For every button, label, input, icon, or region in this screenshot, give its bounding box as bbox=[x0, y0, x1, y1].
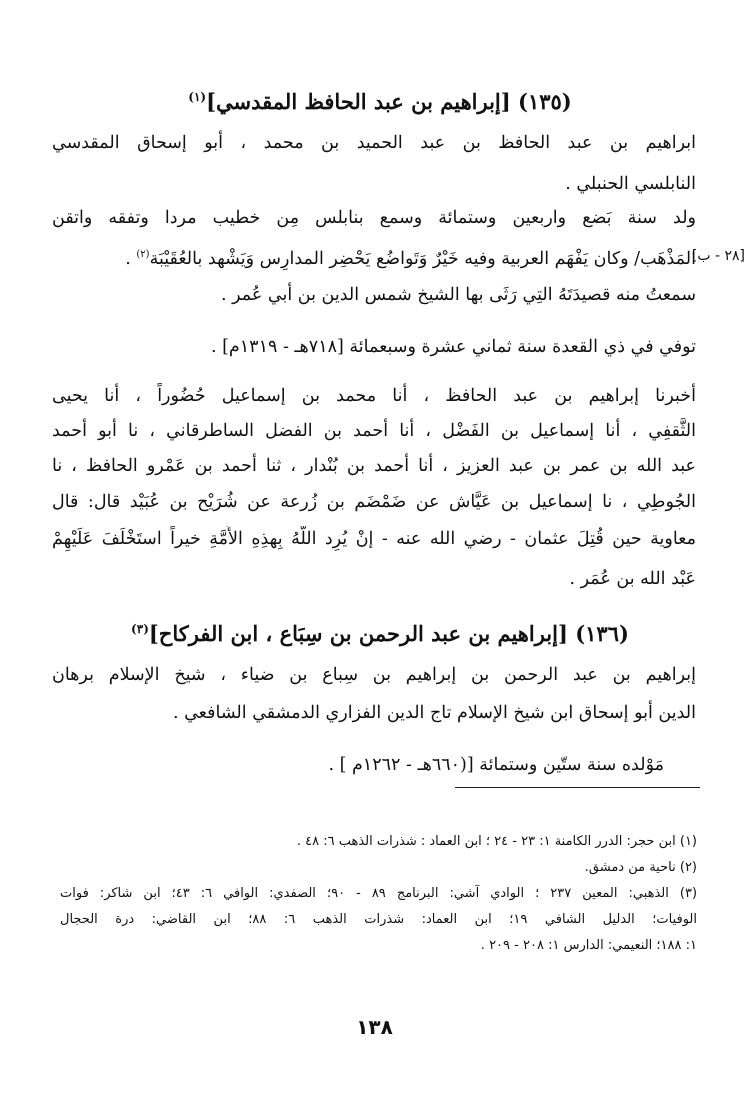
entry-135-isnad-line-1: أخبرنا إبراهيم بن عبد الحافظ ، أنا محمد بن إسماعيل حُضُوراً ، أنا يحيى bbox=[52, 386, 696, 406]
entry-135-heading-footnote-marker: (١) bbox=[188, 90, 207, 104]
entry-135-line-4 bbox=[110, 242, 696, 272]
footnote-separator bbox=[455, 787, 700, 788]
entry-135-line-1: ابراهيم بن عبد الحافظ بن عبد الحميد بن محمد ، أبو إسحاق المقدسي bbox=[52, 133, 696, 153]
entry-136-line-1: إبراهيم بن عبد الرحمن بن إبراهيم بن سِباع بن ضياء ، شيخ الإسلام برهان bbox=[52, 665, 696, 685]
entry-136-heading-footnote-marker: (٣) bbox=[131, 622, 149, 636]
entry-135-heading bbox=[60, 82, 700, 117]
footnote-3-line-3: ١: ١٨٨؛ النعيمي: الدارس ١: ٢٠٨ - ٢٠٩ . bbox=[480, 938, 697, 953]
entry-135-isnad-line-4: الجُوطِي ، نا إسماعيل بن عَيَّاش عن ضَمْضَم بن زُرعة عن شُرَيْح بن عُبَيْد قال: قال bbox=[52, 492, 696, 512]
footnote-1: (١) ابن حجر: الدرر الكامنة ١: ٢٣ - ٢٤ ؛ ابن العماد : شذرات الذهب ٦: ٤٨ . bbox=[296, 834, 697, 849]
manuscript-folio-marker: [٢٨ - ب] bbox=[691, 248, 745, 264]
entry-135-line-5: سمعتُ منه قصيدَتَهُ التِي رَثَى بها الشيخ شمس الدين بن أبي عُمر . bbox=[220, 285, 696, 305]
entry-136-line-3: مَوْلده سنة ستّين وستمائة [(٦٦٠هـ - ١٢٦٢م ] . bbox=[328, 755, 664, 775]
footnote-3-line-2: الوفيات؛ الدليل الشافي ١٩؛ ابن العماد: شذرات الذهب ٦: ٨٨؛ ابن القاضي: درة الحجال bbox=[60, 912, 697, 927]
entry-135-death-line: توفي في ذي القعدة سنة ثماني عشرة وسبعمائة [٧١٨هـ - ١٣١٩م] . bbox=[210, 337, 696, 357]
footnote-2: (٢) ناحية من دمشق. bbox=[584, 860, 697, 875]
entry-135-line-2: النابلسي الحنبلي . bbox=[565, 174, 696, 194]
entry-135-isnad-line-6: عَبْد الله بن عُمَر . bbox=[569, 569, 696, 589]
entry-136-heading bbox=[60, 614, 700, 649]
entry-135-line-4-footnote-marker: (٢) bbox=[136, 249, 150, 260]
entry-135-title: (١٣٥) [إبراهيم بن عبد الحافظ المقدسي] bbox=[206, 89, 572, 114]
entry-135-isnad-line-2: الثَّقفِي ، أنا إسماعيل بن الفَضْل ، أنا أحمد بن الفضل الساطرقاني ، نا أبو أحمد bbox=[52, 421, 696, 441]
entry-135-line-4-end: . bbox=[125, 248, 137, 269]
entry-135-isnad-line-5: معاوية حين قُتِلَ عثمان - رضي الله عنه - إنْ يُرِد اللّهُ بِهذِهِ الأُمَّةِ خيراً استَخْلَفَ عَلَيْهِمْ bbox=[52, 529, 696, 549]
entry-135-isnad-line-3: عبد الله بن عمر بن عبد العزيز ، أنا أحمد بن بُنْدار ، ثنا أحمد بن عَمْرو الحافظ ، نا bbox=[52, 456, 696, 476]
footnote-3-line-1: (٣) الذهبي: المعين ٢٣٧ ؛ الوادي آشي: البرنامج ٨٩ - ٩٠؛ الصفدي: الوافي ٦: ٤٣؛ ابن شاكر: فوات bbox=[60, 886, 697, 901]
page-number: ١٣٨ bbox=[356, 1015, 393, 1039]
entry-136-title: (١٣٦) [إبراهيم بن عبد الرحمن بن سِبَاع ، ابن الفركاح] bbox=[148, 621, 629, 646]
entry-136-line-2: الدين أبو إسحاق ابن شيخ الإسلام تاج الدين الفزاري الدمشقي الشافعي . bbox=[172, 703, 696, 723]
entry-135-line-3: ولد سنة بَضع واربعين وستمائة وسمع بنابلس مِن خطيب مردا وتفقه واتقن bbox=[52, 208, 696, 228]
entry-135-line-4-text: المَذْهَب/ وكان يَفْهَم العربية وفيه خَيْرٌ وَتَواضُع يَحْضِر المدارِس وَيَشْهد بالعُقَيْبَة bbox=[149, 248, 696, 269]
